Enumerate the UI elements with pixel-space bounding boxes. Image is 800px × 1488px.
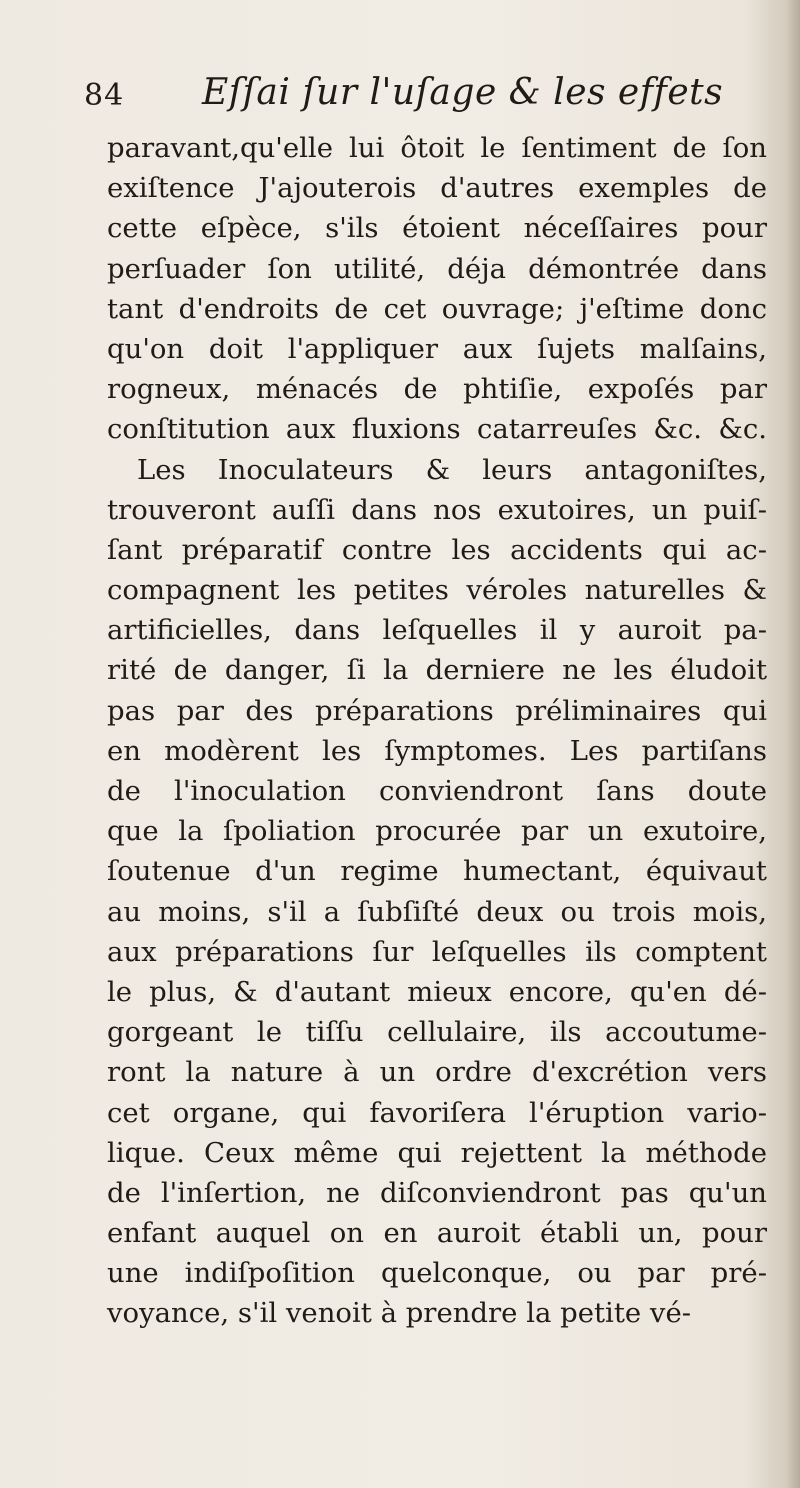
text-line: gorgeant le tiſſu cellulaire, ils accoutume-: [107, 1016, 767, 1049]
text-line: rogneux, ménacés de phtiſie, expoſés par: [107, 373, 767, 406]
text-line: conſtitution aux fluxions catarreuſes &c. &c.: [107, 413, 767, 446]
text-line: de l'inſertion, ne diſconviendront pas qu'un: [107, 1176, 767, 1209]
text-line: ront la nature à un ordre d'excrétion vers: [107, 1056, 767, 1089]
text-line: compagnent les petites véroles naturelles &: [107, 574, 767, 607]
text-line: cette eſpèce, s'ils étoient néceſſaires pour: [107, 212, 767, 245]
text-line: en modèrent les ſymptomes. Les partiſans: [107, 734, 767, 767]
text-line: perſuader ſon utilité, déja démontrée dans: [107, 252, 767, 285]
text-line: une indiſpoſition quelconque, ou par pré-: [107, 1257, 767, 1290]
text-line: Les Inoculateurs & leurs antagoniſtes,: [137, 453, 767, 486]
text-line: exiſtence J'ajouterois d'autres exemples de: [107, 172, 767, 205]
text-line: tant d'endroits de cet ouvrage; j'eſtime donc: [107, 292, 767, 325]
text-line: rité de danger, ſi la derniere ne les éludoit: [107, 654, 767, 687]
text-line: voyance, s'il venoit à prendre la petite vé-: [107, 1297, 692, 1330]
text-line: cet organe, qui favoriſera l'éruption vario-: [107, 1096, 767, 1129]
text-line: pas par des préparations préliminaires qui: [107, 694, 767, 727]
text-line: artificielles, dans leſquelles il y auroit pa-: [107, 614, 767, 647]
text-line: enfant auquel on en auroit établi un, pour: [107, 1217, 767, 1250]
text-line: lique. Ceux même qui rejettent la méthode: [107, 1136, 767, 1169]
text-line: paravant,qu'elle lui ôtoit le ſentiment de ſon: [107, 132, 767, 164]
text-line: de l'inoculation conviendront ſans doute: [107, 775, 767, 807]
page-header: [84, 70, 734, 130]
text-line: aux préparations ſur leſquelles ils comptent: [107, 935, 767, 968]
page-edge-shadow: [786, 0, 800, 1488]
body-text: [107, 128, 767, 1334]
text-line: au moins, s'il a ſubſiſté deux ou trois mois,: [107, 895, 767, 928]
text-line: le plus, & d'autant mieux encore, qu'en dé-: [107, 975, 767, 1008]
text-line: qu'on doit l'appliquer aux ſujets malſains,: [107, 332, 767, 365]
text-line: ſoutenue d'un regime humectant, équivaut: [107, 855, 767, 888]
running-title: Eſſai ſur l'uſage & les effets: [202, 72, 724, 113]
text-line: que la ſpoliation procurée par un exutoire,: [107, 815, 767, 848]
text-line: ſant préparatif contre les accidents qui ac-: [107, 533, 767, 566]
text-line: trouveront auſſi dans nos exutoires, un puiſ-: [107, 493, 767, 526]
page-number: 84: [84, 78, 125, 113]
